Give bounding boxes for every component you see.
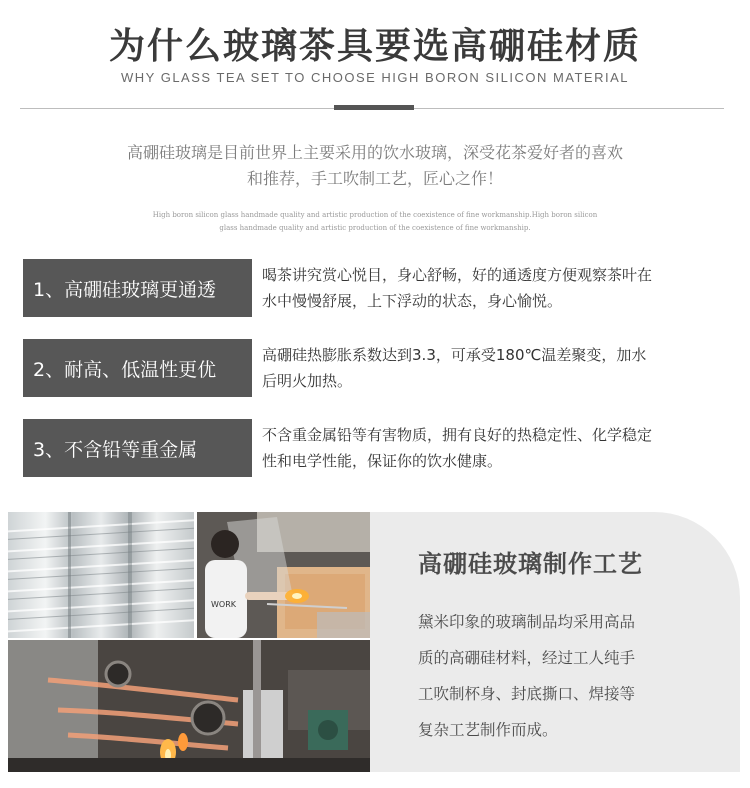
feature-text-temperature [262, 342, 734, 394]
feature-line: 后明火加热。 [262, 372, 353, 390]
feature-label-lead-free: 3、不含铅等重金属 [23, 419, 252, 477]
craft-title: 高硼硅玻璃制作工艺 [418, 550, 643, 578]
glass-machinery-photo [8, 640, 370, 772]
intro-english [100, 209, 650, 235]
intro-english-line: glass handmade quality and artistic production of the coexistence of fine workmanship. [219, 224, 531, 232]
craft-panel [370, 512, 740, 772]
feature-label-temperature: 2、耐高、低温性更优 [23, 339, 252, 397]
feature-line: 性和电学性能，保证你的饮水健康。 [262, 452, 503, 470]
intro-line: 和推荐，手工吹制工艺，匠心之作！ [246, 169, 503, 188]
page-title: 为什么玻璃茶具要选高硼硅材质 [108, 26, 641, 67]
intro-english-line: High boron silicon glass handmade quality and artistic production of the coexistence of fine workmanship.High boron silicon [152, 211, 598, 219]
craft-line: 复杂工艺制作而成。 [418, 721, 558, 739]
feature-line: 喝茶讲究赏心悦目，身心舒畅，好的通透度方便观察茶叶在 [262, 266, 653, 284]
craft-description [418, 604, 698, 748]
page-subtitle: WHY GLASS TEA SET TO CHOOSE HIGH BORON SILICON MATERIAL [121, 70, 629, 85]
divider-accent [334, 105, 414, 110]
feature-label-transparency: 1、高硼硅玻璃更通透 [23, 259, 252, 317]
intro-text [80, 140, 670, 192]
feature-line: 不含重金属铅等有害物质，拥有良好的热稳定性、化学稳定 [262, 426, 653, 444]
feature-text-lead-free [262, 422, 734, 474]
shirt-print-text: WORK [211, 600, 237, 609]
craft-line: 黛米印象的玻璃制品均采用高品 [418, 613, 636, 631]
feature-text-transparency [262, 262, 734, 314]
craft-line: 质的高硼硅材料，经过工人纯手 [418, 649, 636, 667]
craft-photo-collage [8, 512, 370, 772]
craft-line: 工吹制杯身、封底撕口、焊接等 [418, 685, 636, 703]
feature-line: 水中慢慢舒展，上下浮动的状态，身心愉悦。 [262, 292, 563, 310]
intro-line: 高硼硅玻璃是目前世界上主要采用的饮水玻璃，深受花茶爱好者的喜欢 [126, 143, 623, 162]
feature-line: 高硼硅热膨胀系数达到3.3，可承受180℃温差聚变，加水 [262, 346, 647, 364]
glassblower-worker-photo [197, 512, 370, 638]
glass-tubes-photo [8, 512, 194, 638]
